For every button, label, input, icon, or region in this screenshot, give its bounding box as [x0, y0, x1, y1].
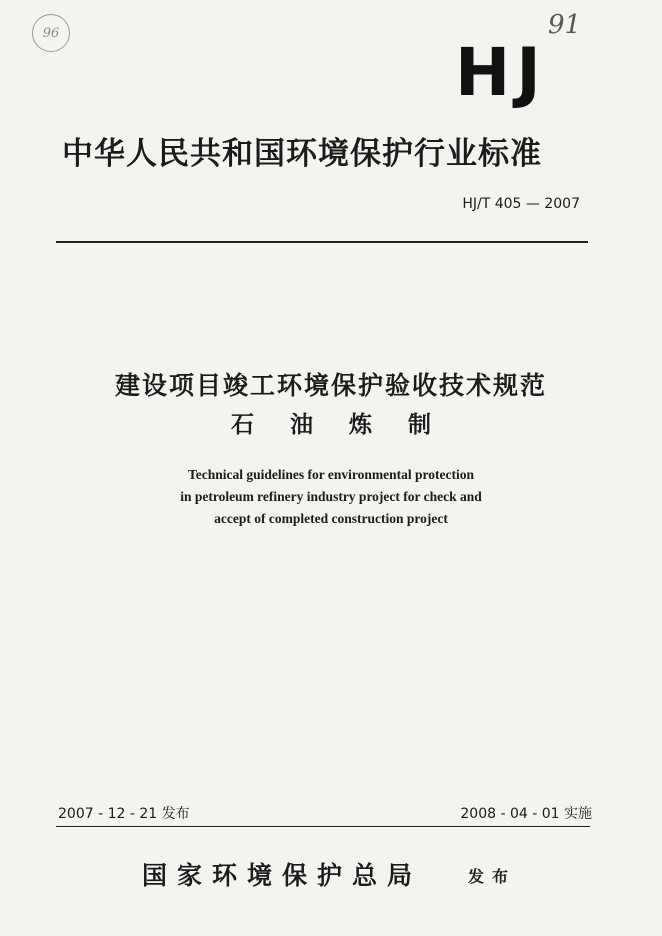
title-en-line: in petroleum refinery industry project for check and	[180, 489, 482, 504]
implementation-date: 2008 - 04 - 01 实施	[460, 806, 592, 822]
archive-stamp: 96	[32, 14, 70, 52]
standard-number: HJ/T 405 — 2007	[462, 196, 580, 212]
hj-logo: HJ	[455, 34, 547, 111]
title-en-line: accept of completed construction project	[214, 511, 448, 526]
top-divider	[56, 241, 588, 243]
title-cn-line1: 建设项目竣工环境保护验收技术规范	[114, 371, 547, 400]
title-cn-line2	[0, 406, 662, 439]
handwritten-number: 91	[548, 10, 582, 40]
publisher-name: 国家环境保护总局	[142, 861, 423, 890]
title-en	[0, 464, 662, 530]
bottom-divider	[56, 826, 590, 827]
title-cn-char: 石	[231, 412, 254, 438]
publish-label: 发布	[468, 867, 517, 886]
title-en-line: Technical guidelines for environmental protection	[187, 467, 474, 482]
issue-date: 2007 - 12 - 21 发布	[58, 806, 190, 822]
industry-standard-heading: 中华人民共和国环境保护行业标准	[62, 136, 542, 172]
title-cn-char: 炼	[349, 412, 372, 438]
title-cn-char: 油	[290, 412, 313, 438]
title-cn-char: 制	[408, 412, 431, 438]
